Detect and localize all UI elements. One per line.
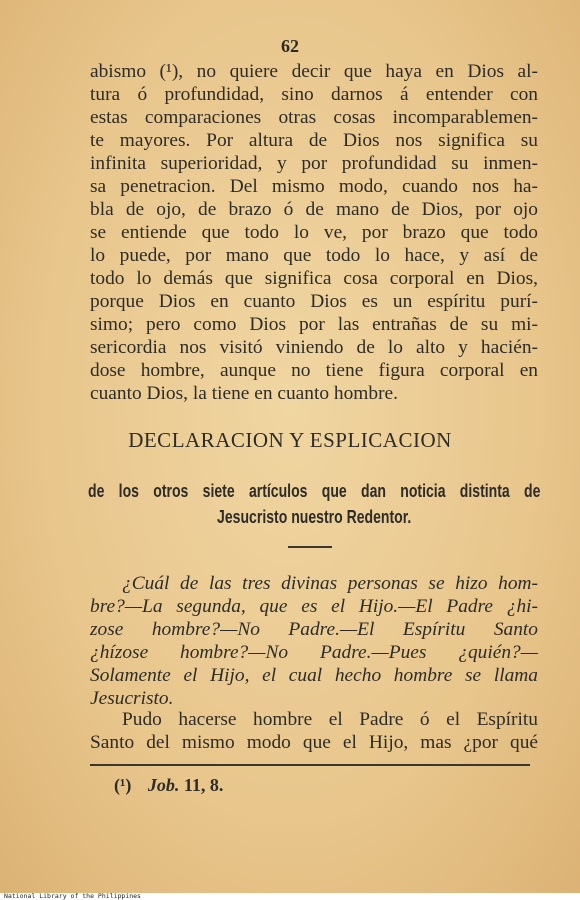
text-line: Pudo hacerse hombre el Padre ó el Espíritu (122, 709, 538, 730)
text-line: te mayores. Por altura de Dios nos significa su (90, 130, 538, 151)
text-line: estas comparaciones otras cosas incomparablemen- (90, 107, 538, 128)
text-line: bla de ojo, de brazo ó de mano de Dios, por ojo (90, 199, 538, 220)
text-line: lo puede, por mano que todo lo hace, y así de (90, 245, 538, 266)
section-divider (288, 546, 332, 548)
text-line: sericordia nos visitó viniendo de lo alto y hacién- (90, 337, 538, 358)
text-line: tura ó profundidad, sino darnos á entender con (90, 84, 538, 105)
text-line: ¿hízose hombre?—No Padre.—Pues ¿quién?— (90, 642, 538, 663)
text-line: bre?—La segunda, que es el Hijo.—El Padre ¿hi- (90, 596, 538, 617)
sub-heading-line: Jesucristo nuestro Redentor. (217, 507, 412, 527)
text-line: Santo del mismo modo que el Hijo, mas ¿por qué (90, 732, 538, 753)
text-line: porque Dios en cuanto Dios es un espíritu purí- (90, 291, 538, 312)
paragraph-1 (90, 60, 538, 405)
text-line: cuanto Dios, la tiene en cuanto hombre. (90, 383, 398, 404)
page-number: 62 (281, 36, 299, 56)
footnote-reference: 11, 8. (183, 775, 224, 795)
footnote-divider (90, 764, 530, 766)
text-line: Solamente el Hijo, el cual hecho hombre se llama (90, 665, 538, 686)
text-line: Jesucristo. (90, 688, 174, 709)
footnote-marker: (¹) (114, 775, 132, 795)
sub-heading (88, 478, 541, 530)
text-line: simo; pero como Dios por las entrañas de su mi- (90, 314, 538, 335)
paragraph-2 (90, 708, 538, 754)
text-line: abismo (¹), no quiere decir que haya en Dios al- (90, 61, 538, 82)
text-line: ¿Cuál de las tres divinas personas se hizo hom- (122, 573, 538, 594)
library-credit: National Library of the Philippines (4, 892, 141, 900)
text-line: todo lo demás que significa cosa corporal en Dios, (90, 268, 538, 289)
footnote-citation: Job. (147, 775, 180, 795)
catechism-dialogue (90, 572, 538, 710)
text-line: zose hombre?—No Padre.—El Espíritu Santo (90, 619, 538, 640)
text-line: se entiende que todo lo ve, por brazo que todo (90, 222, 538, 243)
section-heading: DECLARACION Y ESPLICACION (128, 428, 452, 452)
text-line: sa penetracion. Del mismo modo, cuando nos ha- (90, 176, 538, 197)
footnote (114, 775, 223, 796)
text-line: dose hombre, aunque no tiene figura corporal en (90, 360, 538, 381)
text-line: infinita superioridad, y por profundidad su inmen- (90, 153, 538, 174)
sub-heading-line: de los otros siete artículos que dan noticia distinta de (88, 481, 541, 501)
